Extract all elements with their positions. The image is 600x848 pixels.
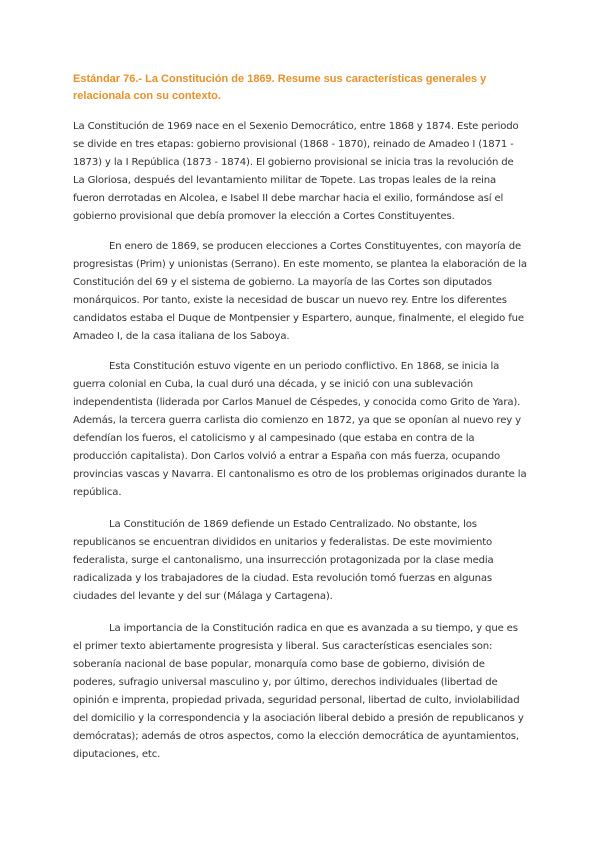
paragraph-context: La Constitución de 1969 nace en el Sexenio Democrático, entre 1868 y 1874. Este periodo se divide en tres etapas: gobierno provisional (1868 - 1870), reinado de Amadeo I (1871 - 1873) y la I República (1873 - 1874). El gobierno provisional se inicia tras la revolución de La Gloriosa, después del levantamiento militar de Topete. Las tropas leales de la reina fueron derrotadas en Alcolea, e Isabel II debe marchar hacia el exilio, formándose así el gobierno provisional que debía promover la elección a Cortes Constituyentes. [73,121,519,222]
paragraph-characteristics: La importancia de la Constitución radica en que es avanzada a su tiempo, y que es el primer texto abiertamente progresista y liberal. Sus características esenciales son: soberanía nacional de base popular, monarquía como base de gobierno, división de poderes, sufragio universal masculino y, por último, derechos individuales (libertad de opinión e imprenta, propiedad privada, seguridad personal, libertad de culto, inviolabilidad del domicilio y la correspondencia y la asociación liberal debido a presión de republicanos y demócratas); además de otros aspectos, como la elección democrática de ayuntamientos, diputaciones, etc. [73,623,524,760]
document-heading: Estándar 76.- La Constitución de 1869. Resume sus características generales y relacionala con su contexto. [73,73,487,102]
paragraph-elections: En enero de 1869, se producen elecciones a Cortes Constituyentes, con mayoría de progresistas (Prim) y unionistas (Serrano). En este momento, se plantea la elaboración de la Constitución del 69 y el sistema de gobierno. La mayoría de las Cortes son diputados monárquicos. Por tanto, existe la necesidad de buscar un nuevo rey. Entre los diferentes candidatos estaba el Duque de Montpensier y Espartero, aunque, finalmente, el elegido fue Amadeo I, de la casa italiana de los Saboya. [73,241,527,342]
paragraph-state-model: La Constitución de 1869 defiende un Estado Centralizado. No obstante, los republicanos se encuentran divididos en unitarios y federalistas. De este movimiento federalista, surge el cantonalismo, una insurrección protagonizada por la clase media radicalizada y los trabajadores de la ciudad. Esta revolución tomó fuerzas en algunas ciudades del levante y del sur (Málaga y Cartagena). [73,519,494,602]
paragraph-conflicts: Esta Constitución estuvo vigente en un periodo conflictivo. En 1868, se inicia la guerra colonial en Cuba, la cual duró una década, y se inició con una sublevación independentista (liderada por Carlos Manuel de Céspedes, y conocida como Grito de Yara). Además, la tercera guerra carlista dio comienzo en 1872, ya que se oponían al nuevo rey y defendían los fueros, el catolicismo y al campesinado (que estaba en contra de la producción capitalista). Don Carlos volvió a entrar a España con más fuerza, ocupando provincias vascas y Navarra. El cantonalismo es otro de los problemas originados durante la república. [73,361,527,498]
